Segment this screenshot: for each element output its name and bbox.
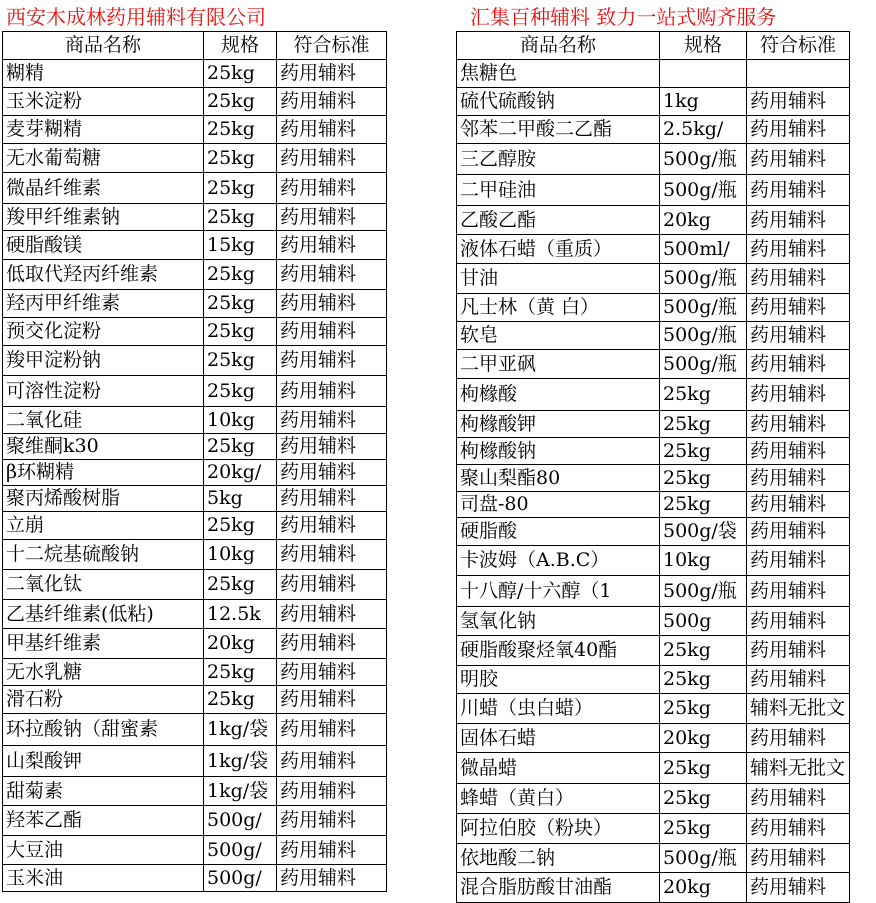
name-cell: 微晶蜡 — [457, 753, 660, 784]
name-cell: 大豆油 — [3, 836, 204, 865]
standard-cell: 药用辅料 — [747, 518, 850, 546]
standard-cell: 药用辅料 — [747, 175, 850, 206]
standard-cell: 药用辅料 — [747, 206, 850, 235]
table-row — [3, 173, 387, 204]
header-row — [457, 32, 850, 60]
header-name: 商品名称 — [457, 32, 660, 60]
name-cell: 聚丙烯酸树脂 — [3, 486, 204, 512]
spec-cell: 25kg — [204, 659, 277, 686]
name-cell: 乙基纤维素(低粘) — [3, 600, 204, 629]
spec-cell: 20kg/ — [204, 460, 277, 486]
standard-cell: 药用辅料 — [747, 465, 850, 492]
table-row — [457, 294, 850, 322]
header-row — [3, 32, 387, 60]
standard-cell: 药用辅料 — [747, 116, 850, 144]
name-cell: 明胶 — [457, 666, 660, 694]
standard-cell: 药用辅料 — [277, 231, 387, 260]
spec-cell: 20kg — [204, 629, 277, 659]
spec-cell: 10kg — [660, 546, 747, 576]
table-row — [3, 486, 387, 512]
table-row — [457, 784, 850, 814]
table-row — [3, 318, 387, 346]
standard-cell: 药用辅料 — [747, 607, 850, 636]
name-cell: β环糊精 — [3, 460, 204, 486]
name-cell: 三乙醇胺 — [457, 144, 660, 175]
spec-cell: 500g/瓶 — [660, 264, 747, 294]
spec-cell: 25kg — [204, 570, 277, 600]
table-row — [3, 346, 387, 376]
table-row — [3, 714, 387, 746]
name-cell: 十二烷基硫酸钠 — [3, 540, 204, 570]
spec-cell: 25kg — [660, 438, 747, 465]
table-row — [457, 60, 850, 88]
spec-cell: 25kg — [660, 814, 747, 844]
table-row — [457, 546, 850, 576]
table-row — [3, 686, 387, 714]
standard-cell: 药用辅料 — [747, 264, 850, 294]
standard-cell: 药用辅料 — [747, 492, 850, 518]
spec-cell: 500g/瓶 — [660, 144, 747, 175]
table-row — [457, 518, 850, 546]
name-cell: 混合脂肪酸甘油酯 — [457, 873, 660, 903]
header-standard: 符合标准 — [747, 32, 850, 60]
name-cell: 硬脂酸镁 — [3, 231, 204, 260]
table-row — [457, 666, 850, 694]
name-cell: 二氧化钛 — [3, 570, 204, 600]
standard-cell: 药用辅料 — [747, 438, 850, 465]
name-cell: 硬脂酸 — [457, 518, 660, 546]
name-cell: 卡波姆（A.B.C） — [457, 546, 660, 576]
table-row — [457, 844, 850, 873]
name-cell: 山梨酸钾 — [3, 746, 204, 777]
spec-cell: 25kg — [204, 346, 277, 376]
spec-cell: 15kg — [204, 231, 277, 260]
standard-cell: 药用辅料 — [277, 60, 387, 88]
table-row — [457, 438, 850, 465]
spec-cell: 25kg — [204, 144, 277, 173]
standard-cell: 药用辅料 — [277, 540, 387, 570]
table-row — [457, 576, 850, 607]
table-row — [457, 607, 850, 636]
name-cell: 阿拉伯胶（粉块） — [457, 814, 660, 844]
slogan-title: 汇集百种辅料 致力一站式购齐服务 — [470, 5, 777, 29]
name-cell: 枸橼酸钾 — [457, 411, 660, 438]
header-spec: 规格 — [660, 32, 747, 60]
name-cell: 可溶性淀粉 — [3, 376, 204, 407]
standard-cell: 药用辅料 — [747, 235, 850, 264]
standard-cell: 药用辅料 — [277, 434, 387, 460]
spec-cell: 500g/ — [204, 865, 277, 892]
name-cell: 羟苯乙酯 — [3, 806, 204, 836]
name-cell: 凡士林（黄 白） — [457, 294, 660, 322]
spec-cell: 20kg — [660, 206, 747, 235]
name-cell: 枸橼酸 — [457, 379, 660, 411]
table-row — [3, 290, 387, 318]
name-cell: 氢氧化钠 — [457, 607, 660, 636]
spec-cell — [660, 60, 747, 88]
spec-cell: 500g/瓶 — [660, 844, 747, 873]
table-row — [3, 231, 387, 260]
standard-cell: 药用辅料 — [277, 407, 387, 434]
table-row — [457, 322, 850, 350]
table-row — [457, 873, 850, 903]
standard-cell: 药用辅料 — [747, 784, 850, 814]
table-row — [457, 264, 850, 294]
table-row — [3, 260, 387, 290]
standard-cell: 药用辅料 — [747, 724, 850, 753]
standard-cell: 药用辅料 — [747, 666, 850, 694]
table-row — [457, 753, 850, 784]
spec-cell: 25kg — [204, 376, 277, 407]
table-row — [3, 746, 387, 777]
spec-cell: 500ml/ — [660, 235, 747, 264]
table-row — [3, 806, 387, 836]
standard-cell: 药用辅料 — [277, 318, 387, 346]
name-cell: 枸橼酸钠 — [457, 438, 660, 465]
standard-cell: 药用辅料 — [277, 865, 387, 892]
standard-cell: 药用辅料 — [277, 204, 387, 231]
spec-cell: 25kg — [204, 434, 277, 460]
table-row — [457, 814, 850, 844]
name-cell: 微晶纤维素 — [3, 173, 204, 204]
standard-cell: 药用辅料 — [747, 379, 850, 411]
standard-cell: 药用辅料 — [747, 350, 850, 379]
spec-cell: 500g — [660, 607, 747, 636]
standard-cell — [747, 60, 850, 88]
name-cell: 十八醇/十六醇（1 — [457, 576, 660, 607]
standard-cell: 药用辅料 — [277, 346, 387, 376]
name-cell: 川蜡（虫白蜡） — [457, 694, 660, 724]
standard-cell: 药用辅料 — [277, 144, 387, 173]
name-cell: 羟丙甲纤维素 — [3, 290, 204, 318]
spec-cell: 25kg — [660, 694, 747, 724]
table-row — [457, 465, 850, 492]
company-title: 西安木成林药用辅料有限公司 — [6, 5, 266, 29]
name-cell: 液体石蜡（重质） — [457, 235, 660, 264]
name-cell: 滑石粉 — [3, 686, 204, 714]
spec-cell: 500g/ — [204, 806, 277, 836]
table-body — [457, 60, 850, 903]
spec-cell: 25kg — [204, 290, 277, 318]
standard-cell: 药用辅料 — [747, 294, 850, 322]
spec-cell: 500g/瓶 — [660, 350, 747, 379]
table-row — [457, 411, 850, 438]
table-row — [3, 600, 387, 629]
table-row — [457, 694, 850, 724]
standard-cell: 药用辅料 — [277, 686, 387, 714]
spec-cell: 25kg — [204, 686, 277, 714]
standard-cell: 药用辅料 — [747, 873, 850, 903]
table-row — [3, 407, 387, 434]
name-cell: 甘油 — [457, 264, 660, 294]
standard-cell: 药用辅料 — [747, 411, 850, 438]
table-row — [457, 379, 850, 411]
standard-cell: 药用辅料 — [747, 576, 850, 607]
table-row — [3, 144, 387, 173]
table-row — [3, 512, 387, 540]
spec-cell: 25kg — [660, 753, 747, 784]
standard-cell: 辅料无批文 — [747, 694, 850, 724]
name-cell: 无水乳糖 — [3, 659, 204, 686]
spec-cell: 25kg — [204, 260, 277, 290]
name-cell: 低取代羟丙纤维素 — [3, 260, 204, 290]
table-row — [3, 460, 387, 486]
spec-cell: 2.5kg/ — [660, 116, 747, 144]
table-row — [3, 777, 387, 806]
standard-cell: 药用辅料 — [277, 806, 387, 836]
standard-cell: 药用辅料 — [277, 512, 387, 540]
spec-cell: 25kg — [204, 318, 277, 346]
table-row — [457, 636, 850, 666]
table-row — [3, 434, 387, 460]
spec-cell: 20kg — [660, 724, 747, 753]
table-row — [3, 376, 387, 407]
spec-cell: 10kg — [204, 540, 277, 570]
table-row — [457, 206, 850, 235]
table-row — [3, 540, 387, 570]
name-cell: 司盘-80 — [457, 492, 660, 518]
standard-cell: 药用辅料 — [277, 746, 387, 777]
header-standard: 符合标准 — [277, 32, 387, 60]
table-row — [457, 235, 850, 264]
name-cell: 邻苯二甲酸二乙酯 — [457, 116, 660, 144]
name-cell: 羧甲淀粉钠 — [3, 346, 204, 376]
standard-cell: 药用辅料 — [747, 844, 850, 873]
standard-cell: 药用辅料 — [747, 814, 850, 844]
spec-cell: 25kg — [204, 204, 277, 231]
name-cell: 固体石蜡 — [457, 724, 660, 753]
standard-cell: 药用辅料 — [277, 260, 387, 290]
name-cell: 甲基纤维素 — [3, 629, 204, 659]
spec-cell: 12.5k — [204, 600, 277, 629]
table-row — [457, 116, 850, 144]
spec-cell: 5kg — [204, 486, 277, 512]
spec-cell: 1kg/袋 — [204, 746, 277, 777]
spec-cell: 500g/瓶 — [660, 576, 747, 607]
name-cell: 焦糖色 — [457, 60, 660, 88]
name-cell: 无水葡萄糖 — [3, 144, 204, 173]
standard-cell: 药用辅料 — [277, 376, 387, 407]
spec-cell: 500g/ — [204, 836, 277, 865]
standard-cell: 药用辅料 — [277, 173, 387, 204]
standard-cell: 药用辅料 — [277, 629, 387, 659]
table-row — [457, 492, 850, 518]
table-row — [3, 629, 387, 659]
spec-cell: 25kg — [204, 173, 277, 204]
standard-cell: 药用辅料 — [747, 322, 850, 350]
spec-cell: 25kg — [660, 784, 747, 814]
table-row — [3, 88, 387, 116]
name-cell: 依地酸二钠 — [457, 844, 660, 873]
spec-cell: 10kg — [204, 407, 277, 434]
name-cell: 聚山梨酯80 — [457, 465, 660, 492]
spec-cell: 1kg/袋 — [204, 777, 277, 806]
name-cell: 软皂 — [457, 322, 660, 350]
product-table-left — [2, 31, 387, 892]
spec-cell: 500g/瓶 — [660, 322, 747, 350]
standard-cell: 药用辅料 — [277, 600, 387, 629]
spec-cell: 25kg — [660, 636, 747, 666]
table-row — [3, 204, 387, 231]
standard-cell: 药用辅料 — [277, 460, 387, 486]
standard-cell: 药用辅料 — [277, 290, 387, 318]
name-cell: 玉米淀粉 — [3, 88, 204, 116]
name-cell: 二氧化硅 — [3, 407, 204, 434]
table-row — [457, 88, 850, 116]
name-cell: 蜂蜡（黄白） — [457, 784, 660, 814]
spec-cell: 25kg — [204, 116, 277, 144]
spec-cell: 25kg — [204, 60, 277, 88]
spec-cell: 25kg — [660, 492, 747, 518]
spec-cell: 25kg — [204, 512, 277, 540]
standard-cell: 药用辅料 — [277, 777, 387, 806]
spec-cell: 25kg — [204, 88, 277, 116]
standard-cell: 药用辅料 — [277, 486, 387, 512]
name-cell: 乙酸乙酯 — [457, 206, 660, 235]
table-row — [457, 724, 850, 753]
name-cell: 硫代硫酸钠 — [457, 88, 660, 116]
table-row — [3, 570, 387, 600]
name-cell: 麦芽糊精 — [3, 116, 204, 144]
name-cell: 玉米油 — [3, 865, 204, 892]
spec-cell: 1kg — [660, 88, 747, 116]
name-cell: 二甲亚砜 — [457, 350, 660, 379]
spec-cell: 25kg — [660, 379, 747, 411]
header-spec: 规格 — [204, 32, 277, 60]
spec-cell: 25kg — [660, 666, 747, 694]
table-row — [3, 60, 387, 88]
name-cell: 甜菊素 — [3, 777, 204, 806]
standard-cell: 药用辅料 — [277, 116, 387, 144]
table-row — [457, 144, 850, 175]
header-name: 商品名称 — [3, 32, 204, 60]
table-row — [3, 116, 387, 144]
standard-cell: 药用辅料 — [277, 714, 387, 746]
name-cell: 预交化淀粉 — [3, 318, 204, 346]
standard-cell: 药用辅料 — [747, 88, 850, 116]
spec-cell: 25kg — [660, 411, 747, 438]
name-cell: 环拉酸钠（甜蜜素 — [3, 714, 204, 746]
spec-cell: 500g/瓶 — [660, 294, 747, 322]
name-cell: 聚维酮k30 — [3, 434, 204, 460]
table-row — [3, 836, 387, 865]
table-row — [457, 350, 850, 379]
table-row — [3, 659, 387, 686]
table-row — [3, 865, 387, 892]
spec-cell: 1kg/袋 — [204, 714, 277, 746]
standard-cell: 药用辅料 — [277, 570, 387, 600]
spec-cell: 500g/袋 — [660, 518, 747, 546]
name-cell: 糊精 — [3, 60, 204, 88]
spec-cell: 500g/瓶 — [660, 175, 747, 206]
standard-cell: 药用辅料 — [277, 88, 387, 116]
spec-cell: 25kg — [660, 465, 747, 492]
table-row — [457, 175, 850, 206]
name-cell: 羧甲纤维素钠 — [3, 204, 204, 231]
product-table-right — [456, 31, 850, 903]
standard-cell: 药用辅料 — [277, 659, 387, 686]
spec-cell: 20kg — [660, 873, 747, 903]
standard-cell: 辅料无批文 — [747, 753, 850, 784]
standard-cell: 药用辅料 — [747, 636, 850, 666]
name-cell: 立崩 — [3, 512, 204, 540]
standard-cell: 药用辅料 — [747, 144, 850, 175]
standard-cell: 药用辅料 — [747, 546, 850, 576]
standard-cell: 药用辅料 — [277, 836, 387, 865]
name-cell: 二甲硅油 — [457, 175, 660, 206]
table-body — [3, 60, 387, 892]
name-cell: 硬脂酸聚烃氧40酯 — [457, 636, 660, 666]
